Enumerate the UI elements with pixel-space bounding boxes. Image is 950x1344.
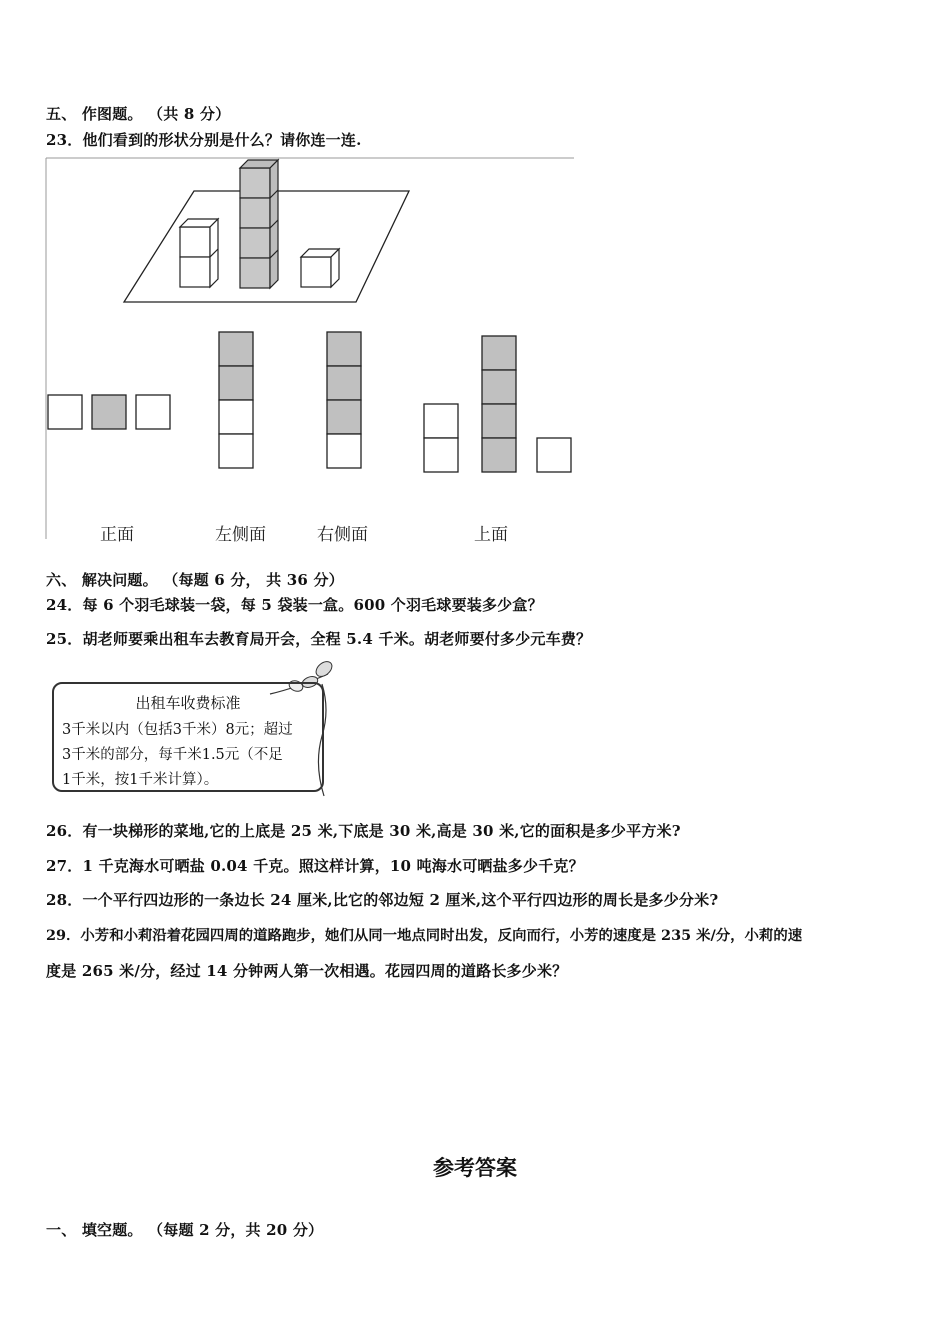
question-26: 26．有一块梯形的菜地,它的上底是 25 米,下底是 30 米,高是 30 米,它的面积是多少平方米?	[46, 822, 681, 840]
label-left-side: 左侧面	[215, 525, 266, 545]
question-29-line-2: 度是 265 米/分，经过 14 分钟两人第一次相遇。花园四周的道路长多少米？	[46, 962, 568, 980]
label-front: 正面	[100, 525, 134, 545]
label-right-side: 右侧面	[317, 525, 368, 545]
answers-section1-heading: 一、 填空题。 （每题 2 分，共 20 分）	[46, 1221, 324, 1239]
taxi-fare-card	[46, 660, 336, 800]
taxi-fare-line-1: 3千米以内（包括3千米）8元；超过	[62, 722, 293, 738]
question-24: 24．每 6 个羽毛球装一袋，每 5 袋装一盒。600 个羽毛球要装多少盒？	[46, 596, 543, 614]
question-27: 27．1 千克海水可晒盐 0.04 千克。照这样计算，10 吨海水可晒盐多少千克？	[46, 857, 584, 875]
question-23: 23．他们看到的形状分别是什么？请你连一连.	[46, 131, 362, 149]
view-right-side	[327, 332, 361, 468]
view-top	[424, 336, 571, 472]
taxi-fare-box	[52, 682, 324, 792]
label-top: 上面	[474, 525, 508, 545]
section5-heading: 五、 作图题。 （共 8 分）	[46, 105, 231, 123]
question-29-line-1: 29．小芳和小莉沿着花园四周的道路跑步，她们从同一地点同时出发，反向而行，小芳的速度是 235 米/分，小莉的速	[46, 927, 803, 944]
cube-stack-tall	[240, 160, 278, 288]
section6-heading: 六、 解决问题。 （每题 6 分， 共 36 分）	[46, 571, 344, 589]
cube-single-right	[301, 249, 339, 287]
view-front	[48, 395, 170, 429]
views-figure	[44, 156, 584, 541]
question-25: 25．胡老师要乘出租车去教育局开会，全程 5.4 千米。胡老师要付多少元车费？	[46, 630, 592, 648]
taxi-fare-line-2: 3千米的部分，每千米1.5元（不足	[62, 747, 283, 763]
view-left-side	[219, 332, 253, 468]
taxi-fare-title: 出租车收费标准	[135, 694, 241, 712]
cube-stack-left	[180, 219, 218, 287]
answers-title: 参考答案	[433, 1156, 517, 1180]
question-28: 28．一个平行四边形的一条边长 24 厘米,比它的邻边短 2 厘米,这个平行四边形的周长是多少分米?	[46, 891, 719, 909]
taxi-fare-line-3: 1千米，按1千米计算）。	[62, 772, 219, 788]
